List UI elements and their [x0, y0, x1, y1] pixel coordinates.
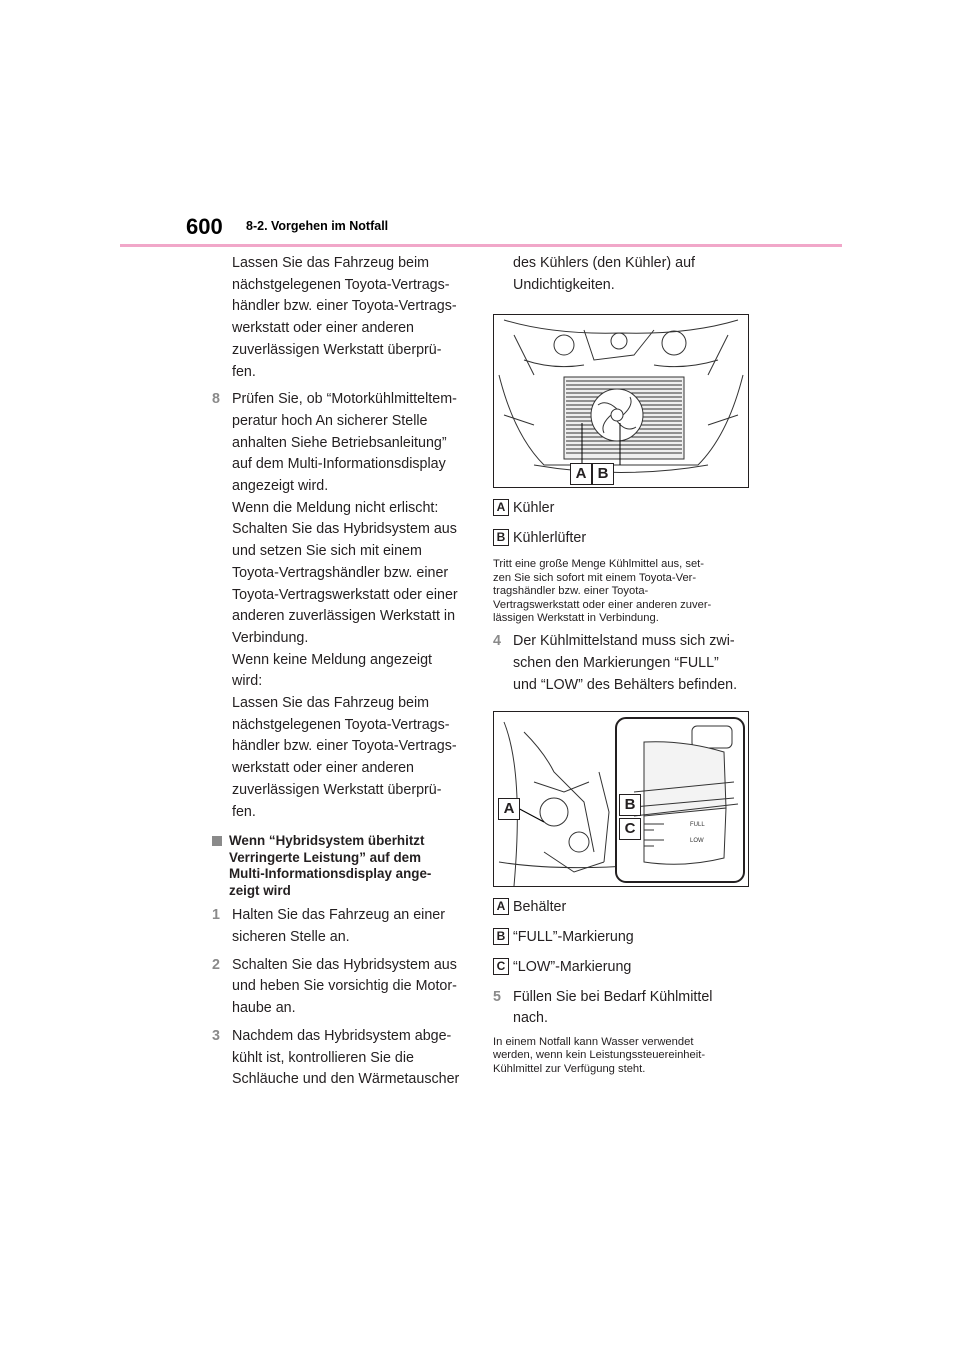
square-bullet-icon [212, 836, 222, 846]
legend-key: B [493, 529, 509, 546]
text-line: zuverlässigen Werkstatt überprü- [232, 781, 442, 798]
emergency-water-note [493, 1036, 753, 1076]
text-line: händler bzw. einer Toyota-Vertrags- [232, 738, 457, 755]
legend-text: Behälter [513, 898, 567, 915]
step-4 [493, 631, 753, 696]
figure-label-b: B [619, 794, 641, 816]
text-line: werkstatt oder einer anderen [232, 320, 414, 337]
text-line: lässigen Werkstatt in Verbindung. [493, 612, 659, 625]
text-line: werkstatt oder einer anderen [232, 760, 414, 777]
page-number: 600 [186, 214, 223, 239]
text-line: nächstgelegenen Toyota-Vertrags- [232, 716, 450, 733]
legend-item [493, 498, 753, 518]
left-column [212, 253, 474, 1091]
step-8 [212, 389, 474, 823]
figure-label-a: A [570, 463, 592, 485]
legend-text: “LOW”-Markierung [513, 958, 632, 975]
text-line: anderen zuverlässigen Werkstatt in [232, 608, 456, 625]
text-line: peratur hoch An sicherer Stelle [232, 412, 428, 429]
continued-paragraph [513, 253, 753, 296]
text-line: Wenn keine Meldung angezeigt [232, 651, 433, 668]
text-line: Toyota-Vertragshändler bzw. einer [232, 564, 449, 581]
text-line: Kühlmittel zur Verfügung steht. [493, 1062, 646, 1075]
step-number: 5 [493, 988, 501, 1005]
text-line: nach. [513, 1010, 548, 1027]
legend-key: A [493, 499, 509, 516]
text-line: Verbindung. [232, 629, 309, 646]
text-line: und heben Sie vorsichtig die Motor- [232, 978, 457, 995]
step-3 [212, 1026, 474, 1091]
text-line: zeigt wird [229, 882, 291, 898]
section-title: 8-2. Vorgehen im Notfall [246, 219, 389, 233]
text-line: Halten Sie das Fahrzeug an einer [232, 907, 445, 924]
step-5 [493, 987, 753, 1030]
legend-text: Kühlerlüfter [513, 530, 587, 547]
text-line: In einem Notfall kann Wasser verwendet [493, 1035, 694, 1048]
text-line: händler bzw. einer Toyota-Vertrags- [232, 298, 457, 315]
text-line: Schläuche und den Wärmetauscher [232, 1071, 460, 1088]
text-line: zuverlässigen Werkstatt überprü- [232, 341, 442, 358]
intro-paragraph [232, 253, 474, 383]
text-line: wird: [232, 673, 263, 690]
text-line: kühlt ist, kontrollieren Sie die [232, 1049, 414, 1066]
text-line: Multi-Informationsdisplay ange- [229, 866, 432, 882]
step-number: 2 [212, 956, 220, 973]
text-line: Nachdem das Hybridsystem abge- [232, 1027, 452, 1044]
text-line: anhalten Siehe Betriebsanleitung” [232, 434, 447, 451]
low-mark-text: LOW [690, 837, 704, 844]
leak-note [493, 558, 753, 625]
subheading-overheat [212, 833, 474, 899]
engine-bay-front-drawing [494, 315, 748, 487]
legend-text: Kühler [513, 500, 555, 517]
figure-label-c: C [619, 818, 641, 840]
step-number: 8 [212, 391, 220, 408]
text-line: tragshändler bzw. einer Toyota- [493, 585, 649, 598]
text-line: nächstgelegenen Toyota-Vertrags- [232, 276, 450, 293]
text-line: zen Sie sich sofort mit einem Toyota-Ver- [493, 571, 697, 584]
legend-item [493, 528, 753, 548]
text-line: des Kühlers (den Kühler) auf [513, 255, 695, 271]
text-line: angezeigt wird. [232, 478, 329, 495]
text-line: Wenn “Hybridsystem überhitzt [229, 833, 425, 849]
text-line: auf dem Multi-Informationsdisplay [232, 456, 446, 473]
text-line: Undichtigkeiten. [513, 276, 615, 293]
figure-label-b: B [592, 463, 614, 485]
text-line: Toyota-Vertragswerkstatt oder einer [232, 586, 458, 603]
text-line: haube an. [232, 1000, 296, 1017]
header-rule [120, 244, 842, 247]
reservoir-illustration [493, 711, 749, 887]
text-line: Schalten Sie das Hybridsystem aus [232, 956, 457, 973]
text-line: fen. [232, 363, 256, 380]
legend-key: C [493, 958, 509, 975]
text-line: werden, wenn kein Leistungssteuereinheit- [493, 1049, 706, 1062]
legend-key: B [493, 928, 509, 945]
text-line: schen den Markierungen “FULL” [513, 655, 719, 672]
figure-label-a: A [498, 798, 520, 820]
right-column [493, 253, 753, 1082]
radiator-illustration [493, 314, 749, 488]
full-mark-text: FULL [690, 821, 705, 828]
legend-text: “FULL”-Markierung [513, 928, 634, 945]
legend-item [493, 897, 753, 917]
text-line: Schalten Sie das Hybridsystem aus [232, 521, 457, 538]
step-2 [212, 955, 474, 1020]
text-line: und “LOW” des Behälters befinden. [513, 676, 738, 693]
step-number: 4 [493, 633, 501, 650]
text-line: Prüfen Sie, ob “Motorkühlmitteltem- [232, 391, 457, 408]
text-line: sicheren Stelle an. [232, 928, 350, 945]
text-line: Lassen Sie das Fahrzeug beim [232, 255, 430, 271]
step-1 [212, 905, 474, 948]
legend-key: A [493, 898, 509, 915]
text-line: Lassen Sie das Fahrzeug beim [232, 695, 430, 712]
text-line: Füllen Sie bei Bedarf Kühlmittel [513, 988, 713, 1005]
text-line: Tritt eine große Menge Kühlmittel aus, set- [493, 558, 704, 571]
step-number: 1 [212, 907, 220, 924]
text-line: Vertragswerkstatt oder einer anderen zuver- [493, 598, 712, 611]
text-line: Verringerte Leistung” auf dem [229, 849, 421, 865]
text-line: Der Kühlmittelstand muss sich zwi- [513, 633, 735, 650]
step-number: 3 [212, 1027, 220, 1044]
text-line: und setzen Sie sich mit einem [232, 543, 422, 560]
text-line: Wenn die Meldung nicht erlischt: [232, 499, 439, 516]
legend-item [493, 957, 753, 977]
text-line: fen. [232, 803, 256, 820]
legend-item [493, 927, 753, 947]
